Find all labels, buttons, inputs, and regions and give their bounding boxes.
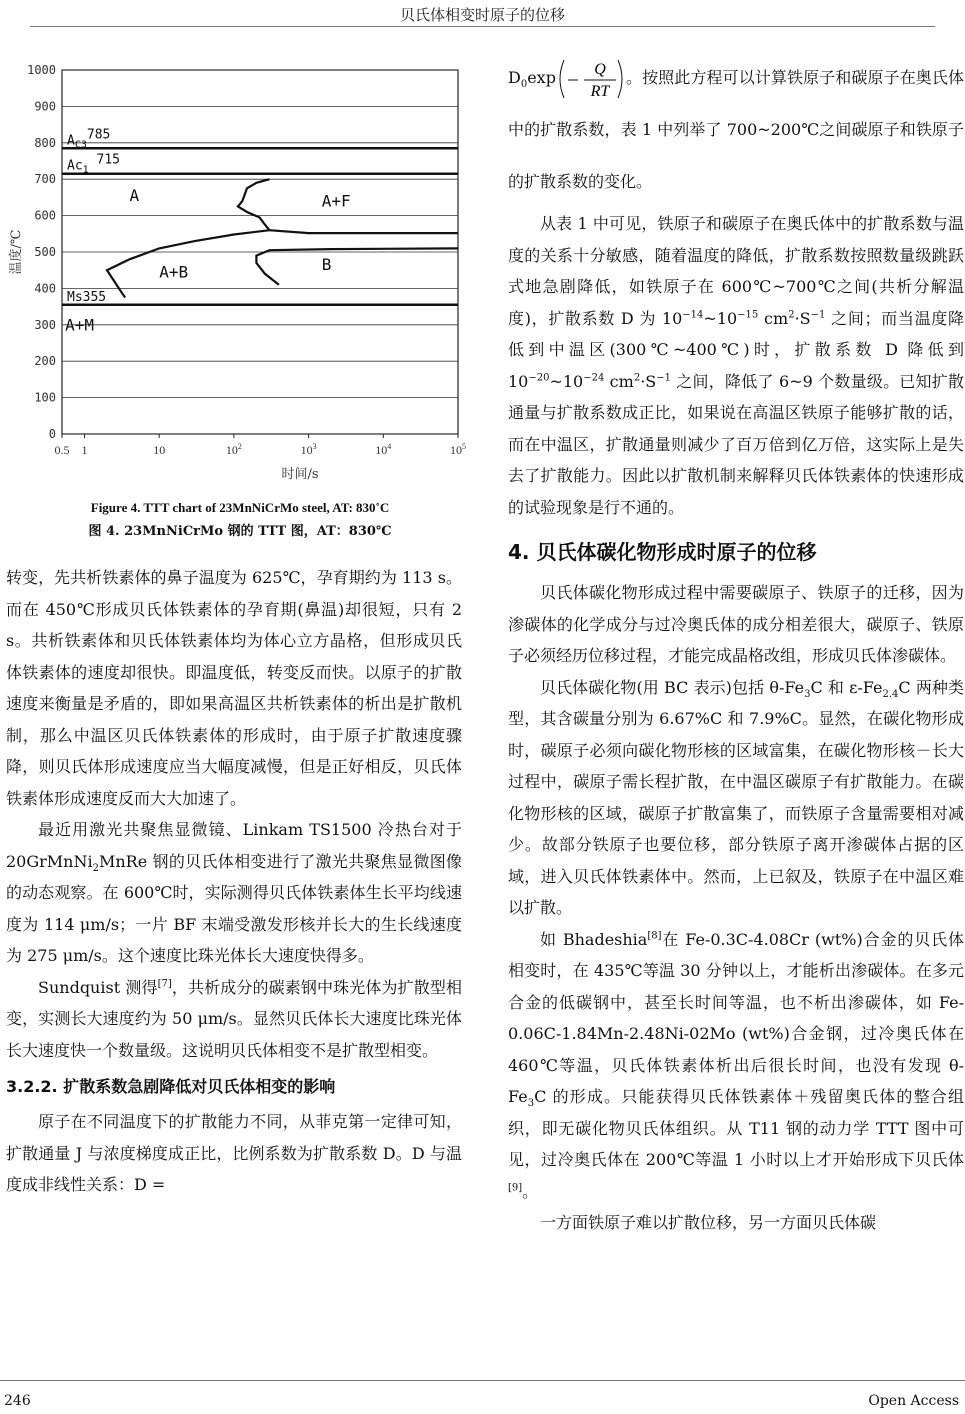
- paragraph: 贝氏体碳化物形成过程中需要碳原子、铁原子的迁移，因为渗碳体的化学成分与过冷奥氏体的成分相差很大，碳原子、铁原子必须经历位移过程，才能完成晶格改组，形成贝氏体渗碳体。: [508, 583, 964, 665]
- citation-link[interactable]: [9]: [508, 1182, 523, 1194]
- region-label: B: [321, 255, 332, 275]
- svg-text:Q: Q: [594, 60, 606, 78]
- paragraph: Sundquist 测得[7]，共析成分的碳素钢中珠光体为扩散型相变，实测长大速度约为 50 μm/s。显然贝氏体长大速度比珠光体长大速度快一个数量级。这说明贝氏体相变不是扩散型相变。: [6, 977, 462, 1060]
- citation-link[interactable]: [8]: [647, 930, 662, 942]
- y-axis-label: 温度/℃: [9, 229, 24, 275]
- ttt-figure: [0, 48, 480, 498]
- region-label: A+F: [321, 191, 351, 211]
- publisher-label: Open Access: [868, 1393, 959, 1409]
- citation-link[interactable]: [7]: [157, 978, 172, 990]
- x-tick-label: 10: [153, 443, 166, 457]
- y-tick-label: 100: [34, 390, 56, 405]
- y-tick-label: 400: [34, 281, 56, 296]
- paragraph: 最近用激光共聚焦显微镜、Linkam TS1500 冷热台对于 20GrMnNi$_2$MnRe 钢的贝氏体相变进行了激光共聚焦显微图像的动态观察。在 600℃时，实际测得贝氏体铁素体生长平均线速度为 114 μm/s；一片 BF 末端受激发形核并长大的生长线速度为 275 μm/s。这个速度比珠光体长大速度快得多。: [6, 820, 462, 965]
- formula-fraction: [556, 56, 626, 102]
- critical-label: $A_{C3}785$: [67, 127, 111, 151]
- page-number: 246: [4, 1393, 31, 1409]
- paragraph: 贝氏体碳化物(用 BC 表示)包括 $\theta-Fe_3C$ 和 $\varepsilon-Fe_{2.4}C$ 两种类型，其含碳量分别为 6.67%C 和 7.9%C。显然，在碳化物形成时，碳原子必须向碳化物形核的区域富集，在碳化物形核－长大过程中，碳原子需长程扩散，在中温区碳原子有扩散能力。在碳化物形核的区域，碳原子扩散富集了，而铁原子含量需要相对减少。故部分铁原子也要位移，部分铁原子离开渗碳体占据的区域，进入贝氏体铁素体中。然而，上已叙及，铁原子在中温区难以扩散。: [508, 677, 964, 917]
- x-tick-label: $10^5$: [450, 442, 466, 457]
- diffusion-formula: $D_0\exp$ Q RT 。按照此方程可以计算铁原子和碳原子在奥氏体中的扩散系数，表 1 中列举了 700~200℃之间碳原子和铁原子的扩散系数的变化。: [508, 52, 964, 208]
- svg-text:RT: RT: [590, 82, 610, 100]
- section-heading: 3.2.2. 扩散系数急剧降低对贝氏体相变的影响: [6, 1077, 336, 1096]
- header-rule: [30, 26, 935, 27]
- paragraph: 原子在不同温度下的扩散能力不同，从菲克第一定律可知，扩散通量 J 与浓度梯度成正比，比例系数为扩散系数 D。D 与温度成非线性关系：D =: [6, 1112, 462, 1194]
- paragraph: 转变，先共析铁素体的鼻子温度为 625℃，孕育期约为 113 s。而在 450℃形成贝氏体铁素体的孕育期(鼻温)却很短，只有 2 s。共析铁素体和贝氏体铁素体均为体心立方晶格，但形成贝氏体铁素体的速度却很快。即温度低，转变反而快。以原子的扩散速度来衡量是矛盾的，即如果高温区共析铁素体的析出是扩散机制，那么中温区贝氏体铁素体的形成时，由于原子扩散速度骤降，则贝氏体形成速度应当大幅度减慢，但是正好相反，贝氏体铁素体形成速度反而大大加速了。: [6, 568, 462, 808]
- region-label: A+M: [65, 315, 94, 335]
- ttt-chart: [0, 48, 480, 498]
- right-column: [508, 52, 964, 1239]
- x-tick-label: $10^3$: [300, 442, 317, 457]
- y-tick-label: 0: [48, 427, 56, 441]
- footer-rule: [0, 1380, 965, 1381]
- y-tick-label: 800: [34, 135, 56, 150]
- critical-label: Ms355: [67, 289, 107, 305]
- figure-caption-zh: 图 4. 23MnNiCrMo 钢的 TTT 图，AT：830℃: [88, 524, 392, 539]
- y-tick-label: 500: [34, 245, 56, 259]
- running-header: 贝氏体相变时原子的位移: [399, 6, 565, 24]
- x-tick-label: $10^4$: [375, 442, 392, 457]
- critical-label: $Ac_1$ 715: [67, 152, 120, 176]
- x-axis-label: 时间/s: [281, 467, 319, 482]
- x-tick-label: 1: [81, 443, 88, 457]
- paragraph: 从表 1 中可见，铁原子和碳原子在奥氏体中的扩散系数与温度的关系十分敏感，随着温度的降低，扩散系数按照数量级跳跃式地急剧降低，如铁原子在 600℃~700℃之间(共析分解温度)，扩散系数 D 为 $10^{-14}\sim 10^{-15}$ $cm^2\cdot S^{-1}$ 之间；而当温度降低到中温区(300℃~400℃)时，扩散系数 D 降低到 $10^{-20}\sim 10^{-24}$ $cm^2\cdot S^{-1}$ 之间，降低了 6~9 个数量级。已知扩散通量与扩散系数成正比，如果说在高温区铁原子能够扩散的话，而在中温区，扩散通量则减少了百万倍到亿万倍，这实际上是失去了扩散能力。因此以扩散机制来解释贝氏体铁素体的快速形成的试验现象是行不通的。: [508, 214, 965, 517]
- section-heading: 4. 贝氏体碳化物形成时原子的位移: [508, 540, 817, 564]
- y-tick-label: 700: [34, 172, 56, 187]
- y-tick-label: 1000: [27, 63, 56, 77]
- y-tick-label: 600: [34, 208, 56, 223]
- x-tick-label: $10^2$: [225, 442, 242, 457]
- left-column: [6, 562, 462, 1201]
- region-label: A: [129, 186, 140, 206]
- figure-caption-en: Figure 4. TTT chart of 23MnNiCrMo steel, AT: 830˚C: [90, 500, 390, 515]
- y-tick-label: 900: [34, 99, 56, 114]
- paragraph: 一方面铁原子难以扩散位移，另一方面贝氏体碳: [540, 1213, 877, 1232]
- y-tick-label: 300: [34, 317, 56, 332]
- region-label: A+B: [159, 262, 189, 282]
- x-tick-label: 0.5: [54, 443, 70, 457]
- paragraph: 如 Bhadeshia[8]在 Fe-0.3C-4.08Cr (wt%)合金的贝氏体相变时，在 435℃等温 30 分钟以上，才能析出渗碳体。在多元合金的低碳钢中，甚至长时间等温，也不析出渗碳体，如 Fe-0.06C-1.84Mn-2.48Ni-02Mo (wt%)合金钢，过冷奥氏体在 460℃等温，贝氏体铁素体析出后很长时间，也没有发现 $\theta-Fe_3C$ 的形成。只能获得贝氏体铁素体＋残留奥氏体的整合组织，即无碳化物贝氏体组织。从 T11 钢的动力学 TTT 图中可见，过冷奥氏体在 200℃等温 1 小时以上才开始形成下贝氏体[9]。: [508, 929, 965, 1201]
- y-tick-label: 200: [34, 354, 56, 369]
